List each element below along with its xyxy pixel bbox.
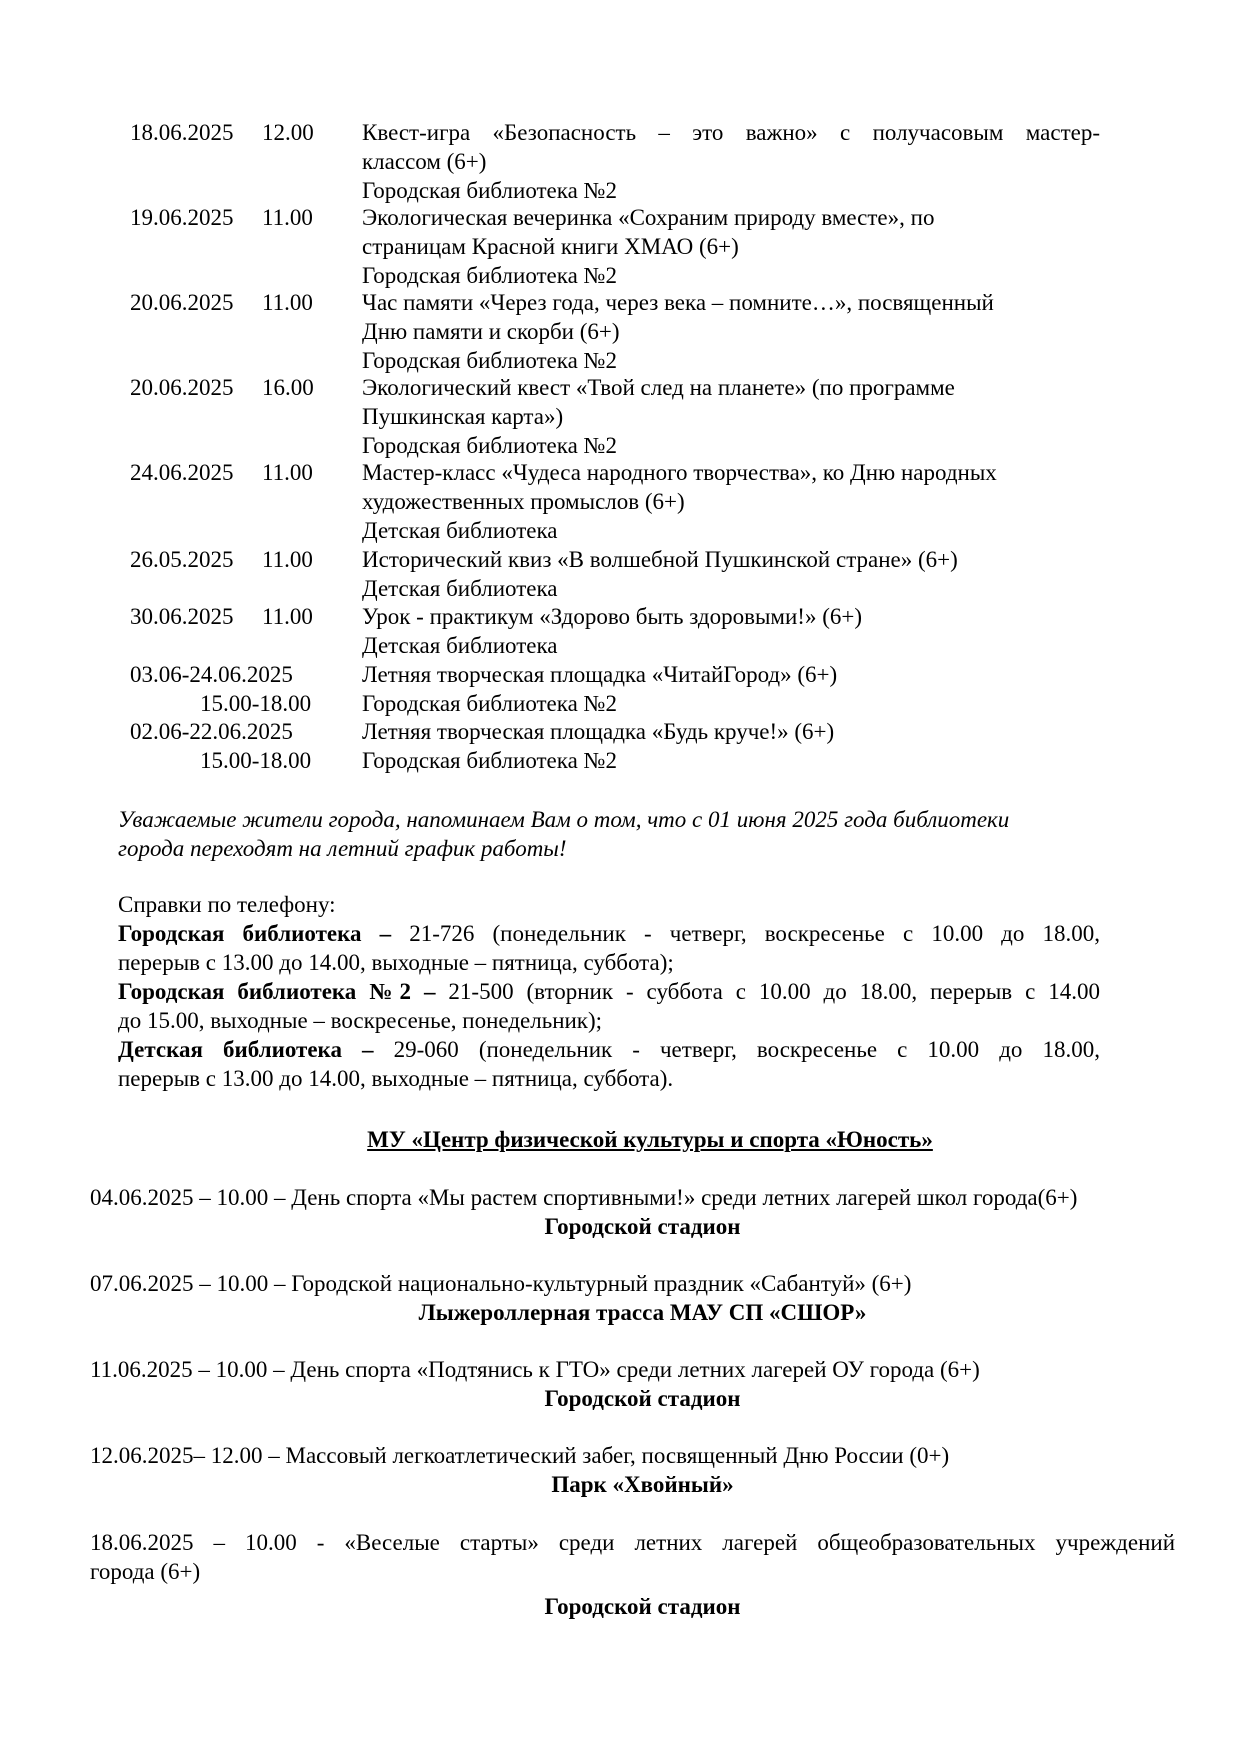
event-time: 16.00 [262, 375, 314, 400]
event-title-line: Летняя творческая площадка «ЧитайГород» (6+) [362, 662, 838, 687]
event-venue: Детская библиотека [362, 633, 558, 658]
contact-entry [118, 977, 1100, 1006]
event-title-line: Мастер-класс «Чудеса народного творчества», ко Дню народных [362, 460, 997, 485]
contact-details-line: перерыв с 13.00 до 14.00, выходные – пятница, суббота); [118, 950, 674, 975]
event-time: 11.00 [262, 290, 313, 315]
event-title-line: Летняя творческая площадка «Будь круче!» (6+) [362, 719, 835, 744]
event-title-line: Час памяти «Через года, через века – помните…», посвященный [362, 290, 994, 315]
event-time: 11.00 [262, 460, 313, 485]
event-description [362, 373, 1100, 460]
event-title-line: Дню памяти и скорби (6+) [362, 319, 620, 344]
sport-event-venue: Парк «Хвойный» [551, 1472, 734, 1497]
sport-event-description: города (6+) [90, 1559, 201, 1584]
event-title-line: Пушкинская карта») [362, 404, 564, 429]
library-name: Детская библиотека – [118, 1037, 394, 1062]
event-date: 03.06-24.06.2025 [130, 662, 293, 687]
event-date: 02.06-22.06.2025 [130, 719, 293, 744]
event-venue: Детская библиотека [362, 576, 558, 601]
event-venue: Детская библиотека [362, 518, 558, 543]
sport-event-description: 04.06.2025 – 10.00 – День спорта «Мы растем спортивными!» среди летних лагерей школ города(6+) [90, 1185, 1078, 1210]
event-title-line: Урок - практикум «Здорово быть здоровыми!» (6+) [362, 604, 862, 629]
contact-entry [118, 919, 1100, 948]
contact-details: 21-726 (понедельник - четверг, воскресенье с 10.00 до 18.00, [409, 921, 1101, 946]
event-time: 15.00-18.00 [200, 691, 312, 716]
event-title-line: Исторический квиз «В волшебной Пушкинской стране» (6+) [362, 547, 958, 572]
event-description [362, 118, 1100, 205]
event-description [362, 717, 1100, 775]
event-time: 11.00 [262, 205, 313, 230]
event-venue: Городская библиотека №2 [362, 178, 617, 203]
library-name: Городская библиотека – [118, 921, 410, 946]
event-description [362, 203, 1100, 290]
event-venue: Городская библиотека №2 [362, 348, 617, 373]
event-description [362, 458, 1100, 545]
event-time: 15.00-18.00 [200, 748, 312, 773]
event-venue: Городская библиотека №2 [362, 433, 617, 458]
contact-entry [118, 1035, 1100, 1064]
notice-line: города переходят на летний график работы! [118, 836, 567, 861]
sport-event [90, 1269, 1175, 1327]
library-name: Городская библиотека №2 – [118, 979, 449, 1004]
event-date: 20.06.2025 [130, 375, 234, 400]
event-description [362, 602, 1100, 660]
sport-event-venue: Лыжероллерная трасса МАУ СП «СШОР» [418, 1300, 867, 1325]
summer-schedule-notice [118, 805, 1102, 863]
event-date: 24.06.2025 [130, 460, 234, 485]
event-date: 18.06.2025 [130, 120, 234, 145]
sport-event-venue: Городской стадион [544, 1386, 741, 1411]
sport-event-description: 07.06.2025 – 10.00 – Городской национально-культурный праздник «Сабантуй» (6+) [90, 1271, 912, 1296]
event-title-line: страницам Красной книги ХМАО (6+) [362, 234, 739, 259]
sport-event-description: 18.06.2025 – 10.00 - «Веселые старты» среди летних лагерей общеобразовательных учреждений [90, 1530, 1175, 1555]
sport-event-venue: Городской стадион [544, 1214, 741, 1239]
event-time: 11.00 [262, 547, 313, 572]
event-description [362, 660, 1100, 718]
event-title-line: классом (6+) [362, 149, 487, 174]
sport-event [90, 1355, 1175, 1413]
event-venue: Городская библиотека №2 [362, 748, 617, 773]
contact-details: 29-060 (понедельник - четверг, воскресенье с 10.00 до 18.00, [393, 1037, 1101, 1062]
event-venue: Городская библиотека №2 [362, 691, 617, 716]
event-title-line: Экологическая вечеринка «Сохраним природу вместе», по [362, 205, 935, 230]
section-heading: МУ «Центр физической культуры и спорта «Юность» [367, 1127, 933, 1152]
event-date: 20.06.2025 [130, 290, 234, 315]
event-title-line: Экологический квест «Твой след на планете» (по программе [362, 375, 955, 400]
event-time: 12.00 [262, 120, 314, 145]
contact-details-line: до 15.00, выходные – воскресенье, понедельник); [118, 1008, 603, 1033]
event-time: 11.00 [262, 604, 313, 629]
sport-event [90, 1528, 1175, 1621]
contact-info [118, 890, 1100, 1093]
sport-event-description: 11.06.2025 – 10.00 – День спорта «Подтянись к ГТО» среди летних лагерей ОУ города (6+) [90, 1357, 980, 1382]
contact-details-line: перерыв с 13.00 до 14.00, выходные – пятница, суббота). [118, 1066, 674, 1091]
event-title-line: Квест-игра «Безопасность – это важно» с получасовым мастер- [362, 120, 1100, 145]
sport-event [90, 1441, 1175, 1499]
contacts-heading: Справки по телефону: [118, 892, 336, 917]
event-venue: Городская библиотека №2 [362, 263, 617, 288]
sport-event-description: 12.06.2025– 12.00 – Массовый легкоатлетический забег, посвященный Дню России (0+) [90, 1443, 950, 1468]
event-date: 30.06.2025 [130, 604, 234, 629]
event-description [362, 545, 1100, 603]
event-description [362, 288, 1100, 375]
event-title-line: художественных промыслов (6+) [362, 489, 685, 514]
event-date: 26.05.2025 [130, 547, 234, 572]
event-date: 19.06.2025 [130, 205, 234, 230]
contact-details: 21-500 (вторник - суббота с 10.00 до 18.00, перерыв с 14.00 [448, 979, 1100, 1004]
notice-line: Уважаемые жители города, напоминаем Вам о том, что с 01 июня 2025 года библиотеки [118, 807, 1010, 832]
sport-event-venue: Городской стадион [544, 1594, 741, 1619]
sport-event [90, 1183, 1175, 1241]
